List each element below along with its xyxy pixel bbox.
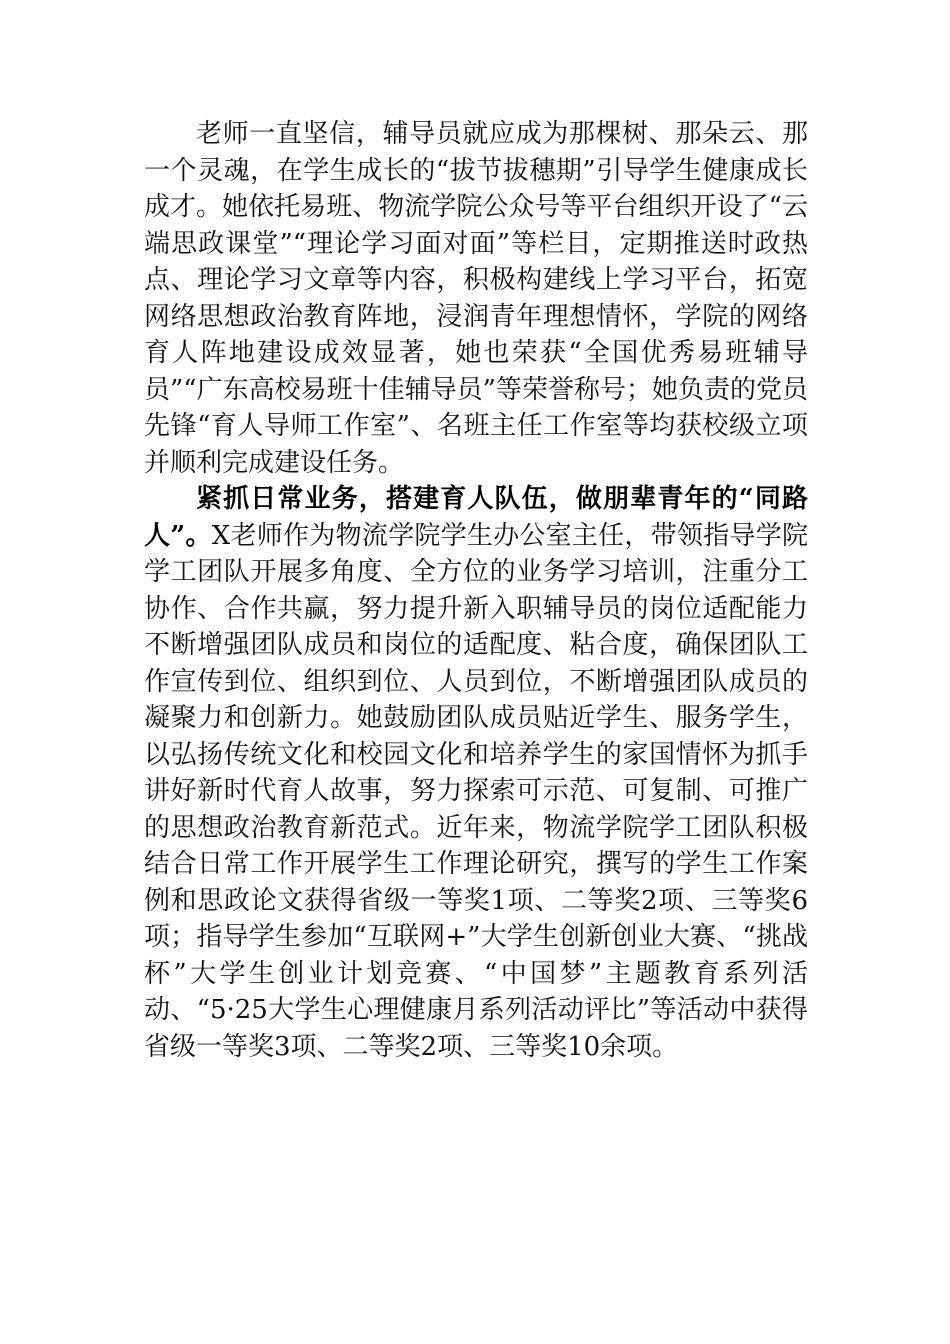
- paragraph-1-text: 老师一直坚信，辅导员就应成为那棵树、那朵云、那一个灵魂，在学生成长的“拔节拔穗期”引导学生健康成长成才。她依托易班、物流学院公众号等平台组织开设了“云端思政课堂”“理论学习面对面”等栏目，定期推送时政热点、理论学习文章等内容，积极构建线上学习平台，拓宽网络思想政治教育阵地，浸润青年理想情怀，学院的网络育人阵地建设成效显著，她也荣获“全国优秀易班辅导员”“广东高校易班十佳辅导员”等荣誉称号；她负责的党员先锋“育人导师工作室”、名班主任工作室等均获校级立项并顺利完成建设任务。: [144, 119, 808, 478]
- paragraph-1: [144, 116, 808, 481]
- document-body: [144, 116, 808, 1065]
- paragraph-2-heading: 紧抓日常业务，搭建育人队伍，做朋辈青年的“同路人”。: [144, 484, 808, 551]
- paragraph-2-text: X老师作为物流学院学生办公室主任，带领指导学院学工团队开展多角度、全方位的业务学习培训，注重分工协作、合作共赢，努力提升新入职辅导员的岗位适配能力不断增强团队成员和岗位的适配度、粘合度，确保团队工作宣传到位、组织到位、人员到位，不断增强团队成员的凝聚力和创新力。她鼓励团队成员贴近学生、服务学生，以弘扬传统文化和校园文化和培养学生的家国情怀为抓手讲好新时代育人故事，努力探索可示范、可复制、可推广的思想政治教育新范式。近年来，物流学院学工团队积极结合日常工作开展学生工作理论研究，撰写的学生工作案例和思政论文获得省级一等奖1项、二等奖2项、三等奖6项；指导学生参加“互联网+”大学生创新创业大赛、“挑战杯”大学生创业计划竞赛、“中国梦”主题教育系列活动、“5·25大学生心理健康月系列活动评比”等活动中获得省级一等奖3项、二等奖2项、三等奖10余项。: [144, 520, 808, 1062]
- paragraph-2: [144, 481, 808, 1065]
